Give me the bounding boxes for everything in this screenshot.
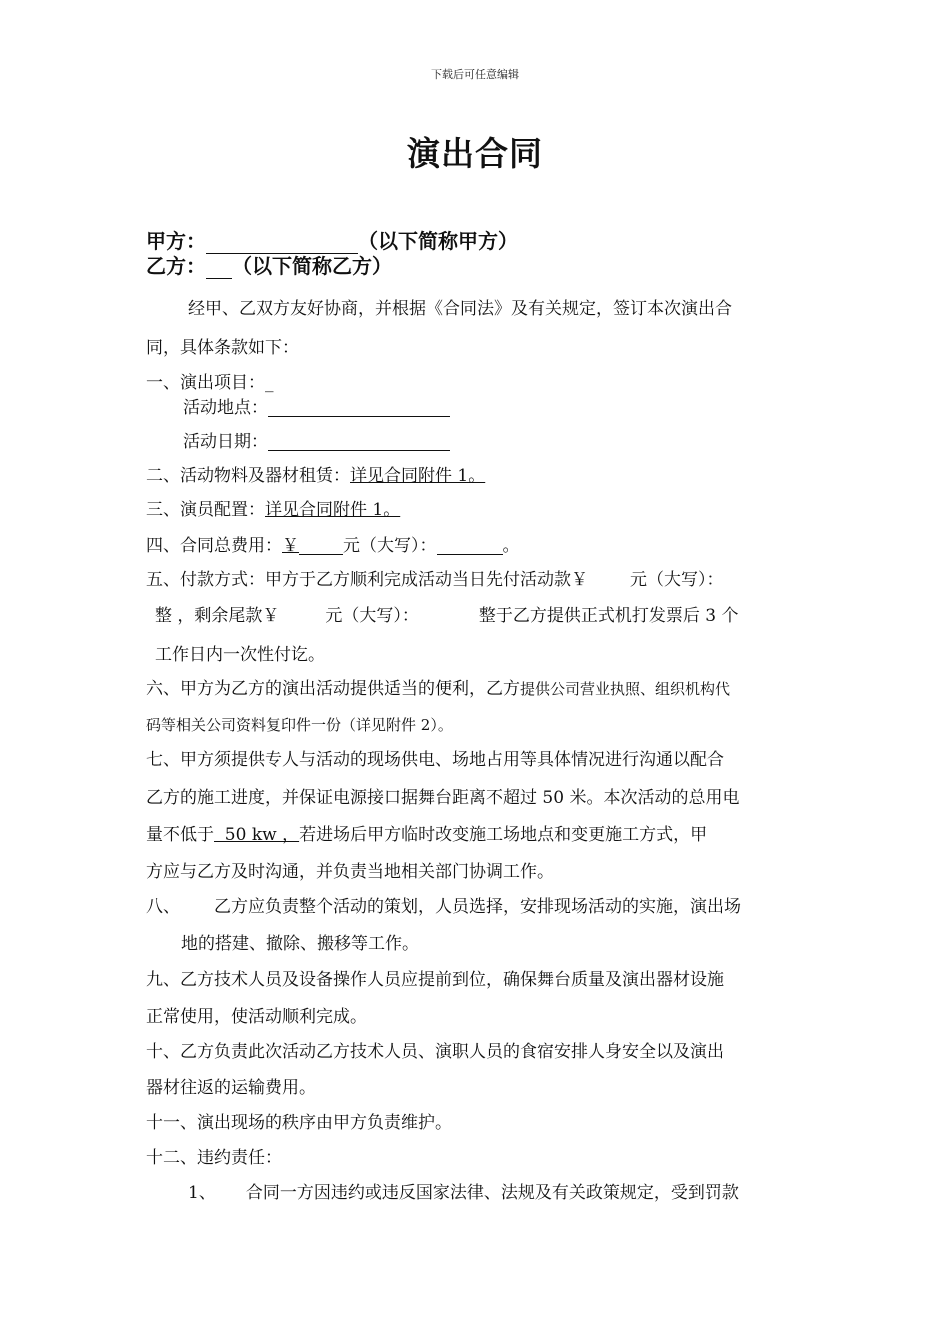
clause-7-line-2: 乙方的施工进度，并保证电源接口据舞台距离不超过 50 米。本次活动的总用电 [146,788,740,808]
download-note: 下载后可任意编辑 [431,68,519,81]
clause-12-item-1-num: 1、 [188,1183,216,1203]
clause-8-num: 八、 [146,897,180,917]
clause-4-unit: 元（大写）： [343,536,437,556]
clause-7-line-3 [146,827,707,844]
clause-1 [146,375,274,392]
clause-4 [146,538,520,555]
party-b-line [146,250,392,279]
party-b-suffix: （以下简称乙方） [232,254,392,278]
clause-7-line-4: 方应与乙方及时沟通，并负责当地相关部门协调工作。 [146,862,554,882]
clause-2-value: 详见合同附件 1。 [350,466,486,486]
clause-5-text-d: 元（大写）： [325,606,419,626]
party-b-blank [206,260,232,279]
clause-12-item-1-text: 合同一方因违约或违反国家法律、法规及有关政策规定，受到罚款 [245,1183,739,1203]
clause-8-text: 乙方应负责整个活动的策划，人员选择，安排现场活动的实施，演出场 [214,897,741,917]
clause-8-line-1 [146,899,741,916]
clause-7-text-a: 量不低于 [146,825,214,845]
clause-9-line-2: 正常使用，使活动顺利完成。 [146,1007,367,1027]
clause-11: 十一、演出现场的秩序由甲方负责维护。 [146,1113,452,1133]
clause-2-label: 二、活动物料及器材租赁： [146,466,350,486]
clause-6-text-a: 六、甲方为乙方的演出活动提供适当的便利，乙方 [146,679,520,699]
clause-4-words-blank [437,539,503,555]
date-label: 活动日期： [183,432,268,452]
clause-12-item-1 [188,1185,739,1202]
clause-6-text-b: 提供公司营业执照、组织机构代 [520,680,731,698]
party-a-suffix: （以下简称甲方） [358,229,518,253]
date-blank [268,433,450,451]
clause-1-fill: _ [265,373,274,393]
clause-8-line-2: 地的搭建、撤除、搬移等工作。 [181,934,419,954]
clause-1-location [183,399,450,417]
clause-5-text-c: 整 ，剩余尾款￥ [155,606,280,626]
clause-5-text-b: 元（大写）： [630,570,724,590]
party-b-label: 乙方： [146,254,206,278]
clause-4-amount-blank [299,539,343,555]
clause-5-text-a: 五、付款方式：甲方于乙方顺利完成活动当日先付活动款￥ [146,570,588,590]
clause-4-label: 四、合同总费用： [146,536,282,556]
clause-12-label: 十二、违约责任： [146,1148,282,1168]
clause-5-line-2 [155,608,739,625]
clause-6-line-2: 码等相关公司资料复印件一份（详见附件 2）。 [146,716,453,734]
clause-5-line-3: 工作日内一次性付讫。 [155,645,325,665]
clause-3-label: 三、演员配置： [146,500,265,520]
clause-9-line-1: 九、乙方技术人员及设备操作人员应提前到位，确保舞台质量及演出器材设施 [146,970,724,990]
clause-3 [146,502,400,519]
clause-1-label: 一、演出项目： [146,373,265,393]
clause-5-text-e: 整于乙方提供正式机打发票后 3 个 [478,606,739,626]
clause-10-line-1: 十、乙方负责此次活动乙方技术人员、演职人员的食宿安排人身安全以及演出 [146,1042,724,1062]
clause-7-line-1: 七、甲方须提供专人与活动的现场供电、场地占用等具体情况进行沟通以配合 [146,750,724,770]
clause-7-text-b: 若进场后甲方临时改变施工场地点和变更施工方式，甲 [299,825,708,845]
clause-4-currency: ￥ [282,536,299,556]
intro-line-2: 同，具体条款如下： [146,338,299,358]
document-title: 演出合同 [407,134,543,173]
clause-5-line-1 [146,572,724,589]
clause-7-power: 50 kw ， [214,825,300,845]
location-blank [268,399,450,417]
party-a-label: 甲方： [146,229,206,253]
clause-3-value: 详见合同附件 1。 [265,500,401,520]
clause-10-line-2: 器材往返的运输费用。 [146,1078,316,1098]
intro-line-1: 经甲、乙双方友好协商，并根据《合同法》及有关规定，签订本次演出合 [188,299,732,319]
clause-4-end: 。 [502,536,520,556]
location-label: 活动地点： [183,398,268,418]
clause-1-date [183,433,450,451]
clause-6-line-1 [146,681,730,698]
clause-2 [146,468,485,485]
